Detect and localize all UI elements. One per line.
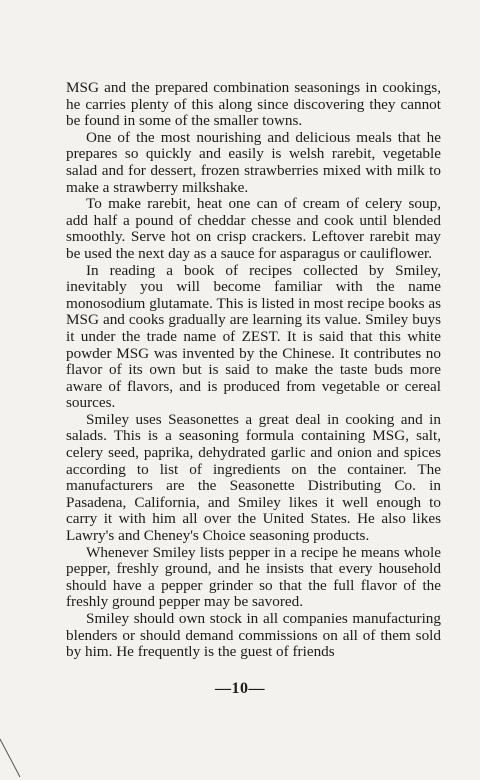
scan-edge-line bbox=[0, 735, 60, 780]
paragraph-4: In reading a book of recipes collected by Smiley, inevitably you will become familiar with the name monosodium glutamate. This is listed in most recipe books as MSG and cooks gradually are learning its value. Smiley buys it under the trade name of ZEST. It is said that this white powder MSG was invented by the Chinese. It contributes no flavor of its own but is said to make the taste buds more aware of flavors, and is produced from vegetable or cereal sources. bbox=[66, 261, 441, 412]
paragraph-2: One of the most nourishing and delicious meals that he prepares so quickly and easily is welsh rarebit, vegetable salad and for dessert, frozen strawberries mixed with milk to make a strawberry milkshake. bbox=[66, 128, 441, 196]
page-number: —10— bbox=[215, 680, 265, 697]
paragraph-6: Whenever Smiley lists pepper in a recipe he means whole pepper, freshly ground, and he insists that every household should have a pepper grinder so that the full flavor of the freshly ground pepper may be savored. bbox=[66, 543, 441, 611]
paragraph-1: MSG and the prepared combination seasonings in cookings, he carries plenty of this along since discovering they cannot be found in some of the smaller towns. bbox=[66, 79, 441, 130]
paragraph-3: To make rarebit, heat one can of cream of celery soup, add half a pound of cheddar chesse and cook until blended smoothly. Serve hot on crisp crackers. Leftover rarebit may be used the next day as a sauce for asparagus or cauliflower. bbox=[66, 195, 441, 262]
page-text bbox=[66, 80, 441, 661]
paragraph-7: Smiley should own stock in all companies manufacturing blenders or should demand commissions on all of them sold by him. He frequently is the guest of friends bbox=[66, 610, 441, 661]
paragraph-5: Smiley uses Seasonettes a great deal in cooking and in salads. This is a seasoning formula containing MSG, salt, celery seed, paprika, dehydrated garlic and onion and spices according to list of ingredients on the container. The manufacturers are the Seasonette Distributing Co. in Pasadena, California, and Smiley likes it well enough to carry it with him all over the United States. He also likes Lawry's and Cheney's Choice seasoning products. bbox=[66, 410, 441, 545]
